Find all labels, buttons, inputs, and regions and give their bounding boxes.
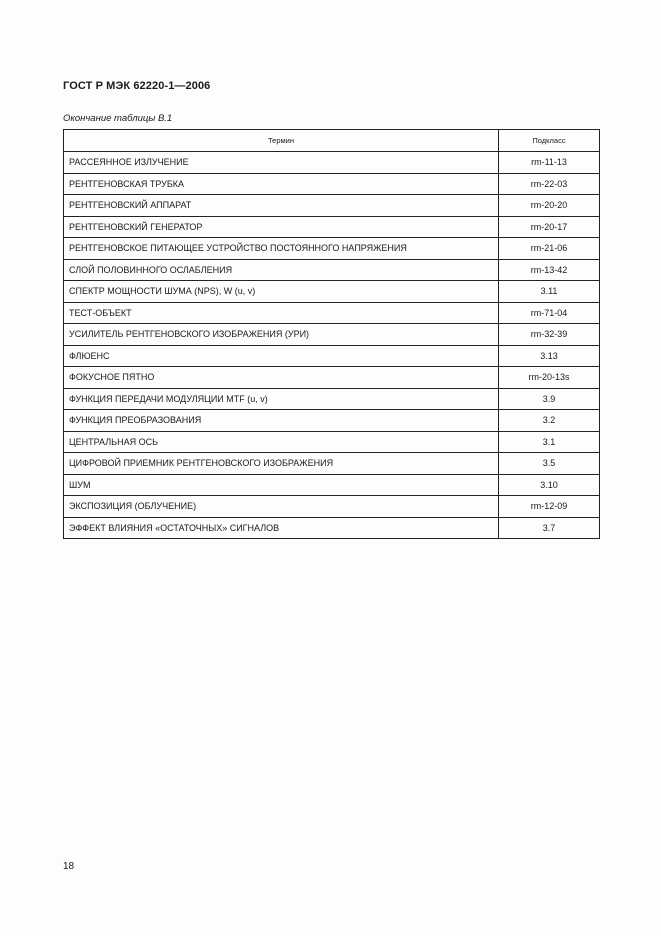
term-cell: РЕНТГЕНОВСКАЯ ТРУБКА (64, 173, 499, 195)
table-row (64, 216, 600, 238)
subclause-cell: rm-20-13s (499, 367, 600, 389)
table-row (64, 281, 600, 303)
term-cell: СПЕКТР МОЩНОСТИ ШУМА (NPS), W (u, v) (64, 281, 499, 303)
column-header-term: Термин (64, 130, 499, 152)
table-row (64, 496, 600, 518)
table-row (64, 453, 600, 475)
subclause-cell: 3.9 (499, 388, 600, 410)
table-row (64, 517, 600, 539)
term-cell: РЕНТГЕНОВСКОЕ ПИТАЮЩЕЕ УСТРОЙСТВО ПОСТОЯННОГО НАПРЯЖЕНИЯ (64, 238, 499, 260)
table-row (64, 238, 600, 260)
table-row (64, 474, 600, 496)
term-cell: ТЕСТ-ОБЪЕКТ (64, 302, 499, 324)
term-cell: ФОКУСНОЕ ПЯТНО (64, 367, 499, 389)
document-standard-code: ГОСТ Р МЭК 62220-1—2006 (63, 80, 211, 92)
term-cell: ШУМ (64, 474, 499, 496)
term-cell: СЛОЙ ПОЛОВИННОГО ОСЛАБЛЕНИЯ (64, 259, 499, 281)
subclause-cell: rm-12-09 (499, 496, 600, 518)
table-header-row (64, 130, 600, 152)
table-row (64, 324, 600, 346)
table-row (64, 152, 600, 174)
term-cell: ЦЕНТРАЛЬНАЯ ОСЬ (64, 431, 499, 453)
table-row (64, 367, 600, 389)
table-row (64, 388, 600, 410)
term-cell: РЕНТГЕНОВСКИЙ ГЕНЕРАТОР (64, 216, 499, 238)
table-caption: Окончание таблицы В.1 (63, 113, 173, 124)
table-row (64, 302, 600, 324)
subclause-cell: 3.1 (499, 431, 600, 453)
term-cell: ФУНКЦИЯ ПРЕОБРАЗОВАНИЯ (64, 410, 499, 432)
page-number: 18 (63, 861, 75, 872)
term-cell: ЭКСПОЗИЦИЯ (ОБЛУЧЕНИЕ) (64, 496, 499, 518)
subclause-cell: rm-13-42 (499, 259, 600, 281)
table-row (64, 431, 600, 453)
terms-table (63, 129, 600, 539)
subclause-cell: rm-20-17 (499, 216, 600, 238)
term-cell: ЦИФРОВОЙ ПРИЕМНИК РЕНТГЕНОВСКОГО ИЗОБРАЖЕНИЯ (64, 453, 499, 475)
table-row (64, 173, 600, 195)
table-row (64, 410, 600, 432)
term-cell: УСИЛИТЕЛЬ РЕНТГЕНОВСКОГО ИЗОБРАЖЕНИЯ (УРИ) (64, 324, 499, 346)
subclause-cell: rm-71-04 (499, 302, 600, 324)
term-cell: ЭФФЕКТ ВЛИЯНИЯ «ОСТАТОЧНЫХ» СИГНАЛОВ (64, 517, 499, 539)
subclause-cell: rm-32-39 (499, 324, 600, 346)
terms-table-body (64, 152, 600, 539)
subclause-cell: rm-20-20 (499, 195, 600, 217)
term-cell: ФУНКЦИЯ ПЕРЕДАЧИ МОДУЛЯЦИИ MTF (u, v) (64, 388, 499, 410)
subclause-cell: 3.11 (499, 281, 600, 303)
term-cell: РЕНТГЕНОВСКИЙ АППАРАТ (64, 195, 499, 217)
table-row (64, 195, 600, 217)
table-row (64, 345, 600, 367)
term-cell: РАССЕЯННОЕ ИЗЛУЧЕНИЕ (64, 152, 499, 174)
column-header-subclause: Подкласс (499, 130, 600, 152)
subclause-cell: rm-22-03 (499, 173, 600, 195)
subclause-cell: rm-21-06 (499, 238, 600, 260)
subclause-cell: 3.10 (499, 474, 600, 496)
subclause-cell: 3.5 (499, 453, 600, 475)
table-row (64, 259, 600, 281)
term-cell: ФЛЮЕНС (64, 345, 499, 367)
subclause-cell: 3.2 (499, 410, 600, 432)
subclause-cell: rm-11-13 (499, 152, 600, 174)
subclause-cell: 3.7 (499, 517, 600, 539)
subclause-cell: 3.13 (499, 345, 600, 367)
